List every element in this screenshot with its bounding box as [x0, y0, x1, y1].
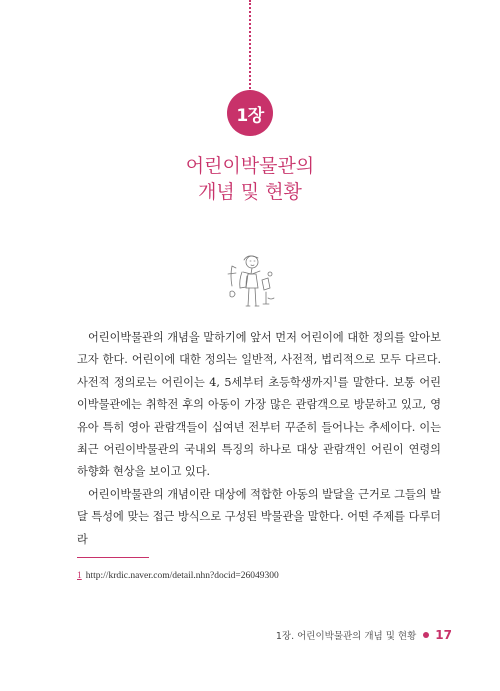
child-drawing-illustration [222, 252, 278, 314]
body-text [77, 327, 441, 551]
running-title: 1장. 어린이박물관의 개념 및 현황 [275, 631, 417, 642]
footnote-number: 1 [77, 571, 82, 581]
footnote [77, 571, 279, 581]
paragraph-1-text-a: 어린이박물관의 개념을 말하기에 앞서 먼저 어린이에 대한 정의를 알아보고자 한다. 어린이에 대한 정의는 일반적, 사전적, 법리적으로 모두 다르다. 사전적 정의로는 어린이는 4, 5세부터 초등학생까지 [77, 331, 441, 389]
footer-dot-icon [423, 632, 429, 638]
footnote-url[interactable]: http://krdic.naver.com/detail.nhn?docid=26049300 [85, 571, 279, 581]
paragraph-1-text-b: 를 말한다. 보통 어린이박물관에는 취학전 후의 아동이 가장 많은 관람객으로 방문하고 있고, 영유아 특히 영아 관람객들이 십여년 전부터 꾸준히 들어나는 추세이다. 이는 최근 어린이박물관의 국내외 특징의 하나로 대상 관람객인 어린이 연령의 하향화 현상을 보이고 있다. [77, 375, 441, 479]
chapter-badge-label: 1장 [236, 105, 264, 126]
chapter-title-line2: 개념 및 현황 [198, 181, 302, 203]
dotted-guide-line [249, 0, 251, 92]
chapter-badge [227, 90, 273, 136]
chapter-title-line1: 어린이박물관의 [185, 155, 315, 177]
paragraph-1 [77, 327, 441, 484]
footnote-divider [77, 557, 149, 558]
footnote-reference[interactable]: 1 [333, 375, 338, 384]
running-footer [276, 628, 452, 642]
paragraph-2: 어린이박물관의 개념이란 대상에 적합한 아동의 발달을 근거로 그들의 발달 특성에 맞는 접근 방식으로 구성된 박물관을 말한다. 어떤 주제를 다루더라 [77, 487, 441, 546]
page-number: 17 [435, 628, 452, 642]
